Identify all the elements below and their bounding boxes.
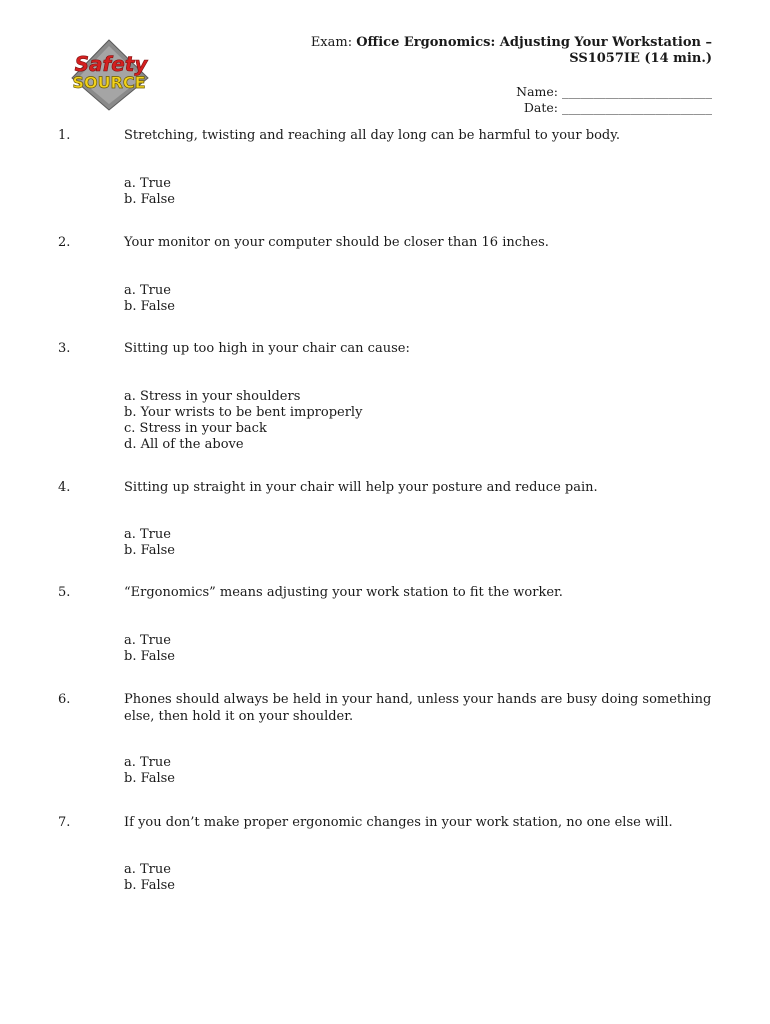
question-number: 6.	[58, 692, 71, 707]
answer-option[interactable]: a. Stress in your shoulders	[124, 389, 301, 404]
answer-option[interactable]: c. Stress in your back	[124, 421, 267, 436]
answer-option[interactable]: a. True	[124, 633, 171, 648]
question-text: Sitting up straight in your chair will help your posture and reduce pain.	[124, 480, 598, 495]
answer-list	[124, 755, 175, 787]
date-field[interactable]	[524, 100, 712, 116]
answer-option[interactable]: b. False	[124, 192, 175, 207]
question-number: 4.	[58, 480, 71, 495]
logo-text-top: Safety	[74, 52, 148, 76]
answer-list	[124, 862, 175, 894]
answer-option[interactable]: b. False	[124, 299, 175, 314]
answer-list	[124, 389, 362, 453]
question-number: 5.	[58, 585, 71, 600]
question-number: 7.	[58, 815, 71, 830]
name-field[interactable]	[516, 84, 712, 100]
answer-option[interactable]: b. False	[124, 878, 175, 893]
question-text: Your monitor on your computer should be closer than 16 inches.	[124, 235, 549, 250]
question-text: Stretching, twisting and reaching all day long can be harmful to your body.	[124, 128, 620, 143]
question-text: If you don’t make proper ergonomic changes in your work station, no one else will.	[124, 815, 673, 830]
name-label: Name:	[516, 84, 559, 99]
question-text: Phones should always be held in your hand, unless your hands are busy doing something else, then hold it on your shoulder.	[124, 692, 712, 724]
question-number: 2.	[58, 235, 71, 250]
exam-prefix: Exam:	[310, 35, 353, 50]
answer-option[interactable]: b. False	[124, 771, 175, 786]
answer-list	[124, 176, 175, 208]
answer-option[interactable]: d. All of the above	[124, 437, 244, 452]
question-text: “Ergonomics” means adjusting your work station to fit the worker.	[124, 585, 563, 600]
logo-text-bottom: SOURCE	[72, 73, 146, 92]
question-number: 3.	[58, 341, 71, 356]
exam-title-line2: SS1057IE (14 min.)	[569, 51, 712, 66]
answer-option[interactable]: a. True	[124, 755, 171, 770]
answer-option[interactable]: b. False	[124, 649, 175, 664]
answer-option[interactable]: a. True	[124, 862, 171, 877]
exam-title	[242, 35, 712, 67]
name-blank[interactable]: ________________________	[562, 84, 712, 99]
date-label: Date:	[523, 100, 559, 115]
answer-option[interactable]: a. True	[124, 283, 171, 298]
answer-list	[124, 633, 175, 665]
answer-option[interactable]: b. Your wrists to be bent improperly	[124, 405, 363, 420]
answer-option[interactable]: a. True	[124, 176, 171, 191]
date-blank[interactable]: ________________________	[562, 100, 712, 115]
answer-list	[124, 527, 175, 559]
answer-option[interactable]: b. False	[124, 543, 175, 558]
question-text: Sitting up too high in your chair can cause:	[124, 341, 410, 356]
question-number: 1.	[58, 128, 71, 143]
exam-title-line1: Office Ergonomics: Adjusting Your Workstation –	[356, 35, 712, 50]
safety-source-logo	[64, 38, 154, 112]
answer-list	[124, 283, 175, 315]
answer-option[interactable]: a. True	[124, 527, 171, 542]
